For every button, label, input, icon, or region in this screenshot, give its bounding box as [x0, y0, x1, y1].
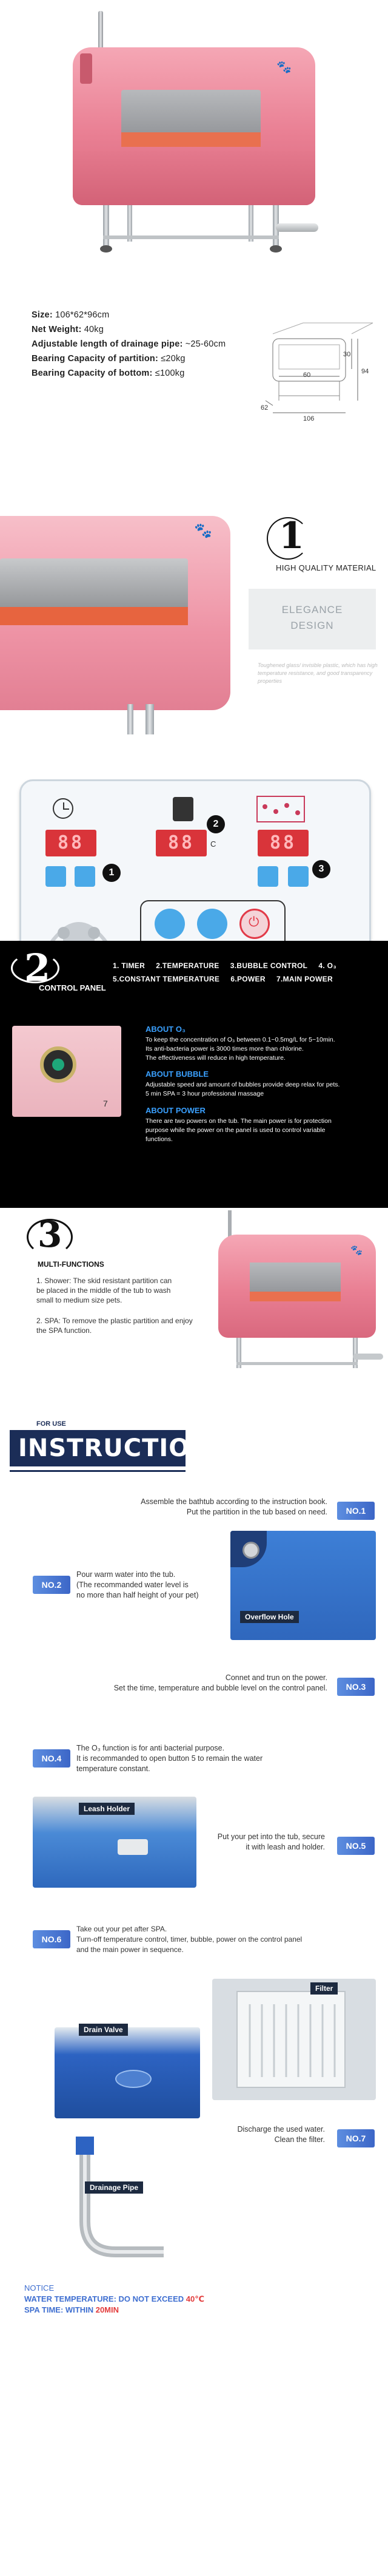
badge-1: 1 — [102, 864, 121, 882]
instructions-title: INSTRUCTIONS — [10, 1430, 186, 1466]
step2-badge: NO.2 — [33, 1576, 70, 1594]
photo-number-7: 7 — [103, 1099, 108, 1108]
overflow-hole-photo — [230, 1531, 376, 1640]
multi-functions-title: MULTI-FUNCTIONS — [38, 1260, 104, 1269]
hq-material-label: HIGH QUALITY MATERIAL — [276, 563, 376, 572]
dim-length: 106 — [303, 415, 315, 422]
spec-net-weight: Net Weight: 40kg — [32, 325, 104, 334]
control-panel-title: CONTROL PANEL — [39, 983, 106, 992]
dimension-drawing — [261, 316, 376, 431]
elegance-line1: ELEGANCE — [281, 604, 343, 615]
celsius-unit: C — [210, 839, 216, 849]
elegance-caption: Toughened glass/ invisible plastic, which has high temperature resistance, and good transparency properties — [258, 662, 378, 684]
notice-spa-time: SPA TIME: WITHIN 20MIN — [24, 2305, 119, 2314]
paw-logo-icon: 🐾 — [276, 61, 292, 74]
notice-water-temp: WATER TEMPERATURE: DO NOT EXCEED 40℃ — [24, 2294, 204, 2303]
main-power-photo — [12, 1026, 121, 1117]
step3-badge: NO.3 — [337, 1678, 375, 1696]
step5-badge: NO.5 — [337, 1837, 375, 1855]
for-use-label: FOR USE — [36, 1420, 66, 1428]
number-ring — [267, 517, 309, 560]
badge-3: 3 — [312, 860, 330, 878]
heater-icon — [173, 797, 193, 821]
product-overview-section — [0, 0, 388, 480]
panel-slot — [80, 53, 92, 84]
spec-drainage: Adjustable length of drainage pipe: ~25-60cm — [32, 339, 226, 349]
title-underline — [10, 1470, 186, 1472]
number-ring — [27, 1219, 73, 1255]
about-bubble-heading: ABOUT BUBBLE — [146, 1069, 209, 1079]
step4-text: The O₃ function is for anti bacterial purpose. It is recommanded to open button 5 to remain the water temperature constant. — [76, 1744, 263, 1773]
step6-badge: NO.6 — [33, 1930, 70, 1948]
o3-button[interactable] — [155, 909, 185, 939]
dim-width: 60 — [303, 371, 311, 379]
step1-badge: NO.1 — [337, 1502, 375, 1520]
paw-logo-icon: 🐾 — [194, 523, 212, 539]
control-items-row2: 5.CONSTANT TEMPERATURE 6.POWER 7.MAIN POWER — [113, 975, 333, 983]
bubble-icon — [256, 796, 305, 822]
elegance-line2: DESIGN — [290, 620, 334, 631]
about-o3-text: To keep the concentration of O₃ between 0.1~0.5mg/L for 5~10min. Its anti-bacteria power is 3000 times more than chlorine. The effectiveness will reduce in high temperature. — [146, 1036, 335, 1062]
closeup-tub-image — [0, 504, 236, 734]
tub-partition — [121, 132, 261, 147]
elegance-design-box — [249, 589, 376, 649]
step5-text: Put your pet into the tub, secure it with leash and holder. — [217, 1832, 325, 1851]
badge-2: 2 — [207, 815, 225, 833]
section-number-1: 1 — [279, 515, 304, 557]
section-number-2: 2 — [24, 946, 51, 990]
product-bathtub-image — [67, 11, 321, 266]
about-bubble-text: Adjustable speed and amount of bubbles provide deep relax for pets. 5 min SPA = 3 hour professional massage — [146, 1081, 340, 1097]
step1-text: Assemble the bathtub according to the instruction book. Put the partition in the tub based on need. — [141, 1497, 327, 1516]
control-items-row1: 1. TIMER 2.TEMPERATURE 3.BUBBLE CONTROL 4. O₃ — [113, 961, 337, 970]
multi-function-tub-image — [212, 1210, 382, 1380]
power-button[interactable] — [239, 909, 270, 939]
constant-temp-button[interactable] — [197, 909, 227, 939]
step7-badge: NO.7 — [337, 2129, 375, 2147]
dim-height: 30 — [343, 351, 351, 358]
about-power-heading: ABOUT POWER — [146, 1106, 206, 1115]
bubble-display: 88 — [258, 830, 309, 856]
timer-up-button[interactable] — [75, 866, 95, 887]
drain-pipe — [276, 223, 318, 232]
spec-partition: Bearing Capacity of partition: ≤20kg — [32, 354, 186, 364]
timer-display: 88 — [45, 830, 96, 856]
dim-depth: 62 — [261, 404, 269, 412]
multi-functions-section — [0, 1208, 388, 1396]
notice-heading: NOTICE — [24, 2283, 55, 2293]
spa-description: 2. SPA: To remove the plastic partition and enjoy the SPA function. — [36, 1317, 193, 1335]
closeup-section — [0, 480, 388, 759]
control-panel-info-section — [0, 941, 388, 1208]
shower-description: 1. Shower: The skid resistant partition can be placed in the middle of the tub to wash small to medium size pets. — [36, 1276, 172, 1304]
section-number-3: 3 — [38, 1214, 62, 1255]
bubble-up-button[interactable] — [288, 866, 309, 887]
dim-total-height: 94 — [361, 368, 369, 375]
clock-icon — [53, 798, 73, 819]
step6-text: Take out your pet after SPA. Turn-off temperature control, timer, bubble, power on the control panel and the main power in sequence. — [76, 1925, 303, 1954]
drain-valve-photo — [55, 2027, 200, 2118]
step3-text: Connet and trun on the power. Set the time, temperature and bubble level on the control panel. — [113, 1673, 327, 1692]
temperature-display: 88 — [156, 830, 207, 856]
instructions-section — [0, 1396, 388, 2576]
bubble-down-button[interactable] — [258, 866, 278, 887]
spec-bottom: Bearing Capacity of bottom: ≤100kg — [32, 368, 185, 378]
overflow-hole-label: Overflow Hole — [240, 1611, 299, 1623]
step2-text: Pour warm water into the tub. (The recommanded water level is no more than half height of your pet) — [76, 1570, 199, 1599]
about-o3-heading: ABOUT O₃ — [146, 1025, 186, 1034]
timer-down-button[interactable] — [45, 866, 66, 887]
step4-badge: NO.4 — [33, 1749, 70, 1768]
number-ring — [11, 953, 59, 983]
spec-size: Size: 106*62*96cm — [32, 310, 110, 320]
drain-pipe — [353, 1354, 383, 1360]
paw-logo-icon: 🐾 — [350, 1246, 363, 1256]
tub-leg — [103, 205, 109, 248]
power-icon: ⏻ — [249, 914, 259, 929]
drain-valve-label: Drain Valve — [79, 2024, 128, 2036]
drainage-pipe-photo — [61, 2137, 170, 2258]
drainage-pipe-label: Drainage Pipe — [85, 2181, 143, 2194]
leash-holder-label: Leash Holder — [79, 1803, 135, 1815]
filter-label: Filter — [310, 1982, 338, 1995]
step7-text: Discharge the used water. Clean the filter. — [237, 2125, 325, 2144]
about-power-text: There are two powers on the tub. The main power is for protection purpose while the power on the panel is used to control variable functions. — [146, 1117, 332, 1143]
filter-photo — [212, 1979, 376, 2100]
